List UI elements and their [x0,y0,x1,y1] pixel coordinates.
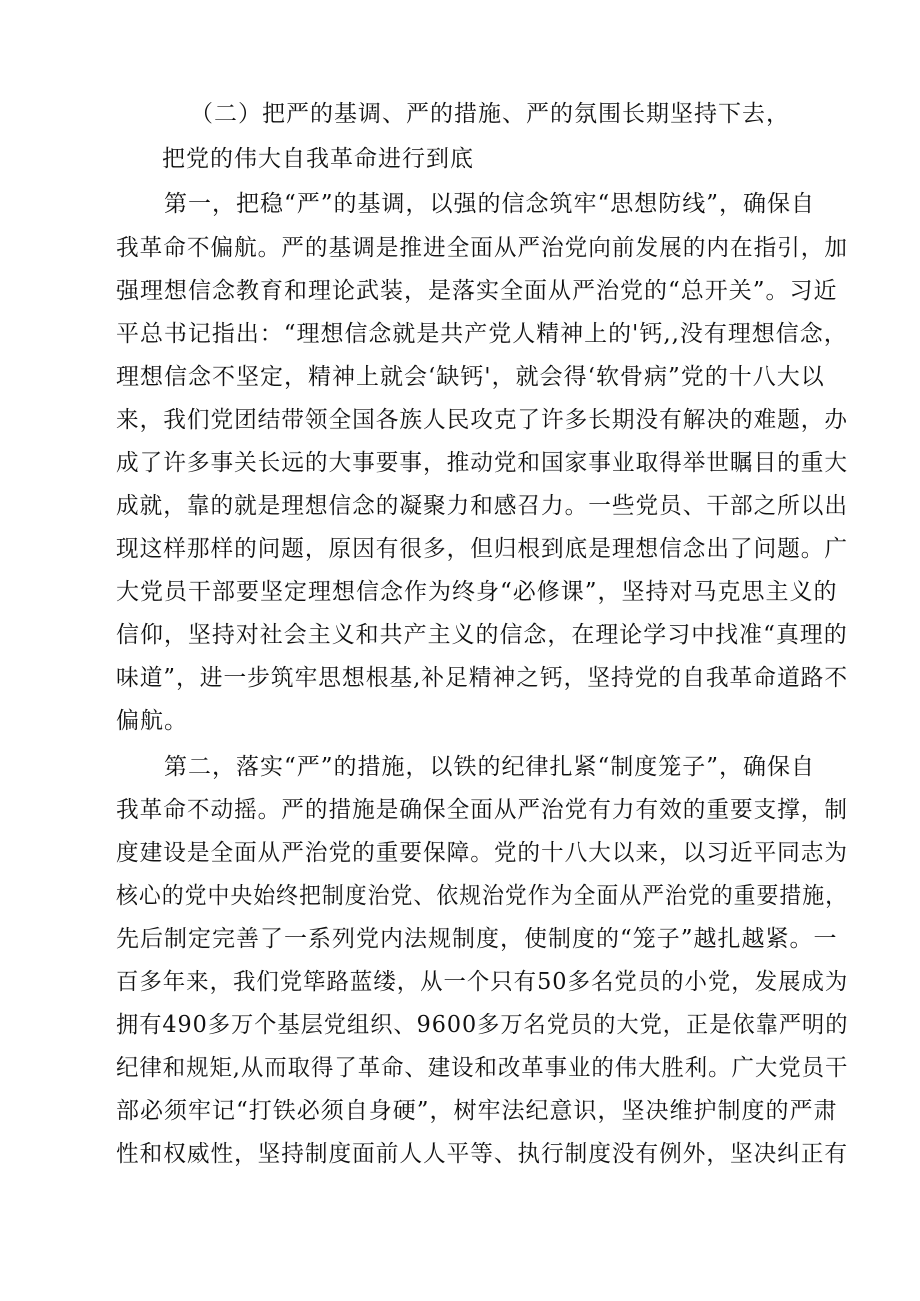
paragraph-1-line: 现这样那样的问题，原因有很多，但归根到底是理想信念出了问题。广 [116,536,849,562]
paragraph-2-line: 性和权威性，坚持制度面前人人平等、执行制度没有例外，坚决纠正有 [116,1141,849,1167]
paragraph-1-line: 信仰，坚持对社会主义和共产主义的信念，在理论学习中找准“真理的 [116,622,848,648]
paragraph-2-line: 先后制定完善了一系列党内法规制度，使制度的“笼子”越扎越紧。一 [116,926,838,952]
paragraph-1-line: 平总书记指出：“理想信念就是共产党人精神上的'钙,,没有理想信念， [116,321,848,347]
paragraph-1-line: 强理想信念教育和理论武装，是落实全面从严治党的“总开关”。习近 [116,278,838,304]
paragraph-2-line: 纪律和规矩,从而取得了革命、建设和改革事业的伟大胜利。广大党员干 [116,1055,849,1081]
paragraph-1-line: 第一，把稳“严”的基调，以强的信念筑牢“思想防线”，确保自 [164,191,816,217]
section-heading-line-1: （二）把严的基调、严的措施、严的氛围长期坚持下去， [190,101,790,127]
paragraph-2-line: 核心的党中央始终把制度治党、依规治党作为全面从严治党的重要措施， [116,883,848,909]
paragraph-1-line: 偏航。 [116,708,188,734]
paragraph-2-line: 我革命不动摇。严的措施是确保全面从严治党有力有效的重要支撑，制 [116,797,849,823]
paragraph-1-line: 味道”，进一步筑牢思想根基,补足精神之钙，坚持党的自我革命道路不 [116,665,849,691]
paragraph-2-line: 部必须牢记“打铁必须自身硬”，树牢法纪意识，坚决维护制度的严肃 [116,1098,838,1124]
paragraph-2-line: 第二，落实“严”的措施，以铁的纪律扎紧“制度笼子”，确保自 [164,754,816,780]
paragraph-1-line: 我革命不偏航。严的基调是推进全面从严治党向前发展的内在指引，加 [116,235,849,261]
paragraph-2-line: 度建设是全面从严治党的重要保障。党的十八大以来，以习近平同志为 [116,840,849,866]
paragraph-1-line: 理想信念不坚定，精神上就会‘缺钙'，就会得‘软骨病”党的十八大以 [116,364,825,390]
paragraph-2-line: 拥有490多万个基层党组织、9600多万名党员的大党，正是依靠严明的 [116,1012,849,1038]
paragraph-1-line: 成了许多事关长远的大事要事，推动党和国家事业取得举世瞩目的重大 [116,450,849,476]
paragraph-1-line: 大党员干部要坚定理想信念作为终身“必修课”，坚持对马克思主义的 [116,579,838,605]
section-heading-line-2: 把党的伟大自我革命进行到底 [162,146,474,172]
paragraph-1-line: 成就，靠的就是理想信念的凝聚力和感召力。一些党员、干部之所以出 [116,493,849,519]
paragraph-1-line: 来，我们党团结带领全国各族人民攻克了许多长期没有解决的难题，办 [116,407,849,433]
paragraph-2-line: 百多年来，我们党筚路蓝缕，从一个只有50多名党员的小党，发展成为 [116,969,849,995]
